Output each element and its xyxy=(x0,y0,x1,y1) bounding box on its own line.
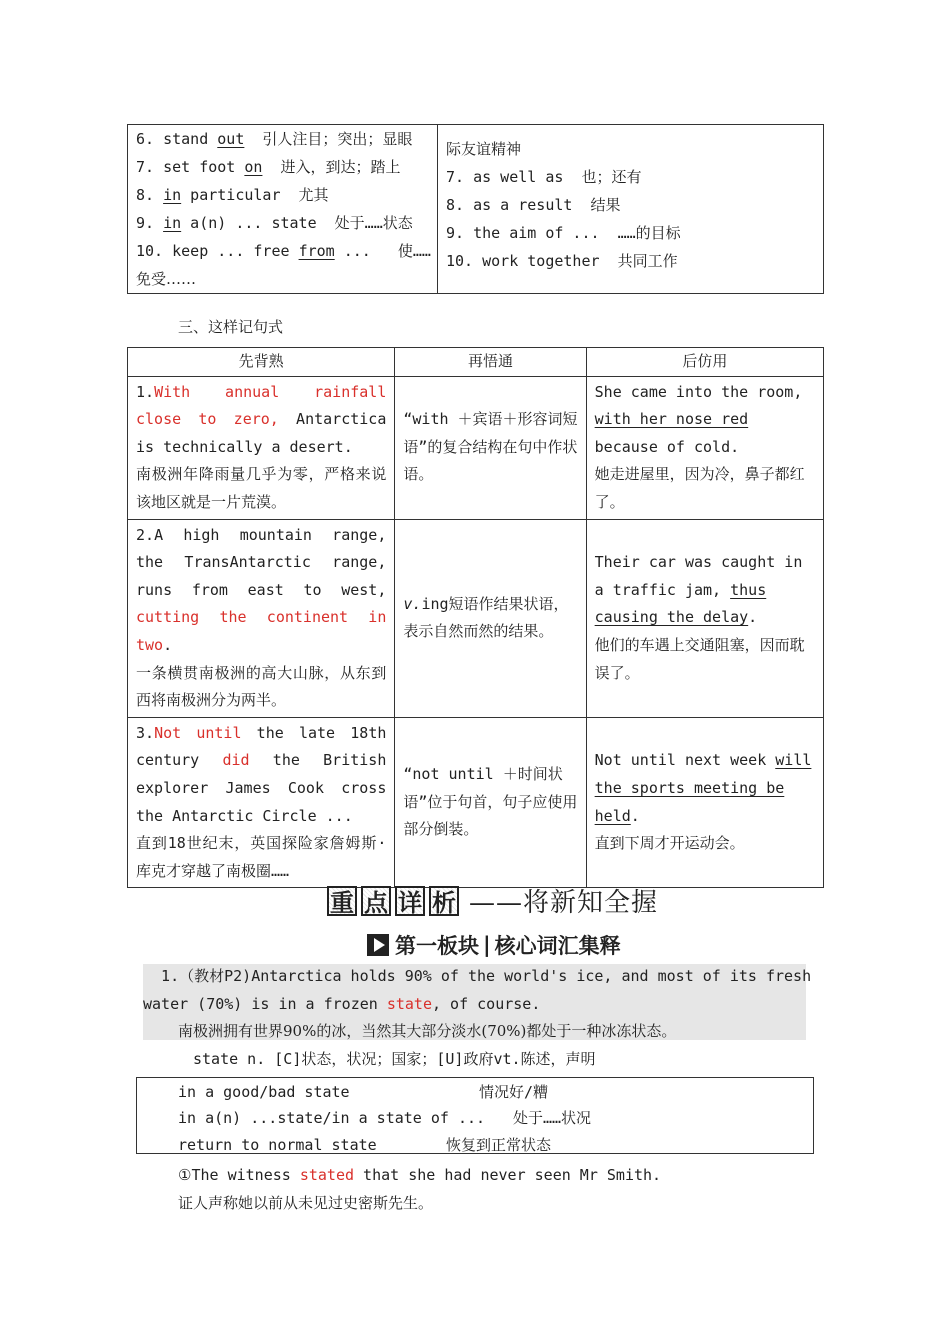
usage-meaning: 恢复到正常状态 xyxy=(446,1136,552,1154)
usage-phrase: return to normal state xyxy=(178,1136,377,1154)
sentence-cell: 2.A high mountain range, the TransAntarctic range, runs from east to west, cutting the continent in two. 一条横贯南极洲的高大山脉，从东到西将南极洲分为两半。 xyxy=(128,519,395,717)
phrase-blank: on xyxy=(244,158,263,176)
grammar-note: “not until ＋时间状语”位于句首，句子应使用部分倒装。 xyxy=(395,717,586,888)
table-row xyxy=(128,519,824,717)
phrase-table xyxy=(127,124,824,294)
phrase-list-left xyxy=(128,125,438,293)
sentence-translation: 南极洲年降雨量几乎为零，严格来说该地区就是一片荒漠。 xyxy=(136,465,387,511)
imitation-cell: Their car was caught in a traffic jam, thus causing the delay. 他们的车遇上交通阻塞，因而耽误了。 xyxy=(586,519,823,717)
imitation-translation: 直到下周才开运动会。 xyxy=(594,834,745,853)
sentence-cell: 3.Not until the late 18th century did the British explorer James Cook cross the Antarctic Circle ... 直到18世纪末，英国探险家詹姆斯·库克才穿越了南极圈…… xyxy=(128,717,395,888)
table-header-row xyxy=(128,348,824,377)
phrase-list-right xyxy=(438,125,823,293)
column-header: 后仿用 xyxy=(586,348,823,377)
block-heading: 第一板块 | 核心词汇集释 xyxy=(367,930,621,960)
phrase-r-7: 7. as well as 也；还有 xyxy=(446,168,642,186)
phrase-text: 8. xyxy=(136,186,164,204)
table-row xyxy=(128,717,824,888)
phrase-7 xyxy=(136,153,429,181)
phrase-meaning: 引人注目；突出；显眼 xyxy=(244,130,413,148)
phrase-meaning: ... 使…… xyxy=(334,242,431,260)
phrase-10 xyxy=(136,237,429,265)
heading-char: 详 xyxy=(395,886,425,916)
imitation-cell: She came into the room, with her nose red because of cold. 她走进屋里，因为冷，鼻子都红了。 xyxy=(586,376,823,519)
sentence-translation: 一条横贯南极洲的高大山脉，从东到西将南极洲分为两半。 xyxy=(136,663,387,710)
phrase-meaning: particular 尤其 xyxy=(181,186,329,204)
item1-translation: 南极洲拥有世界90%的冰，当然其大部分淡水(70%)都处于一种冰冻状态。 xyxy=(178,1022,677,1040)
block-title: 第一板块 xyxy=(395,934,479,958)
heading-subtitle: ——将新知全握 xyxy=(469,888,659,918)
sentence-translation: 直到18世纪末，英国探险家詹姆斯·库克才穿越了南极圈…… xyxy=(136,834,387,880)
phrase-r-10: 10. work together 共同工作 xyxy=(446,252,678,270)
heading-char: 析 xyxy=(429,886,459,916)
sentence-cell: 1.With annual rainfall close to zero, Antarctica is technically a desert. 南极洲年降雨量几乎为零，严格来说该地区就是一片荒漠。 xyxy=(128,376,395,519)
column-header: 再悟通 xyxy=(395,348,586,377)
word-definition: state n. [C]状态，状况；国家；[U]政府vt.陈述，声明 xyxy=(193,1050,596,1068)
column-header: 先背熟 xyxy=(128,348,395,377)
heading-char: 点 xyxy=(361,886,391,916)
section-heading xyxy=(327,882,658,919)
usage-phrase: in a(n) ...state/in a state of ... xyxy=(178,1109,486,1127)
phrase-blank: in xyxy=(163,186,182,204)
phrase-text: 9. xyxy=(136,214,164,232)
phrase-r-8: 8. as a result 结果 xyxy=(446,196,621,214)
item1-line2: water (70%) is in a frozen state, of course. xyxy=(143,995,541,1013)
phrase-text: 10. keep ... free xyxy=(136,242,299,260)
imitation-translation: 他们的车遇上交通阻塞，因而耽误了。 xyxy=(594,635,805,682)
phrase-10-cont: 免受…… xyxy=(136,270,197,288)
imitation-translation: 她走进屋里，因为冷，鼻子都红了。 xyxy=(594,465,805,511)
sentence-table xyxy=(127,347,824,888)
phrase-r-0: 际友谊精神 xyxy=(446,140,522,158)
phrase-blank: from xyxy=(298,242,335,260)
example-sentence: ①The witness stated that she had never seen Mr Smith. xyxy=(178,1166,662,1184)
usage-box xyxy=(136,1077,814,1154)
imitation-cell: Not until next week will the sports meeting be held. 直到下周才开运动会。 xyxy=(586,717,823,888)
usage-meaning: 情况好/糟 xyxy=(479,1083,549,1101)
phrase-text: 7. set foot xyxy=(136,158,245,176)
phrase-meaning: 进入，到达；踏上 xyxy=(262,158,401,176)
section-title: 三、这样记句式 xyxy=(178,318,284,336)
phrase-r-9: 9. the aim of ... ……的目标 xyxy=(446,224,681,242)
grammar-note: v.ing短语作结果状语，表示自然而然的结果。 xyxy=(395,519,586,717)
phrase-8 xyxy=(136,181,429,209)
phrase-text: 6. stand xyxy=(136,130,218,148)
play-icon xyxy=(367,934,389,956)
item1-line1: 1.（教材P2)Antarctica holds 90% of the world's ice, and most of its fresh xyxy=(143,967,812,985)
table-row xyxy=(128,376,824,519)
phrase-9 xyxy=(136,209,429,237)
example-translation: 证人声称她以前从未见过史密斯先生。 xyxy=(178,1194,434,1212)
phrase-blank: out xyxy=(217,130,245,148)
heading-char: 重 xyxy=(327,886,357,916)
usage-phrase: in a good/bad state xyxy=(178,1083,350,1101)
usage-meaning: 处于……状况 xyxy=(513,1109,592,1127)
phrase-meaning: a(n) ... state 处于……状态 xyxy=(181,214,413,232)
grammar-note: “with ＋宾语＋形容词短语”的复合结构在句中作状语。 xyxy=(395,376,586,519)
block-subtitle: 核心词汇集释 xyxy=(494,934,621,958)
phrase-blank: in xyxy=(163,214,182,232)
phrase-6 xyxy=(136,125,429,153)
